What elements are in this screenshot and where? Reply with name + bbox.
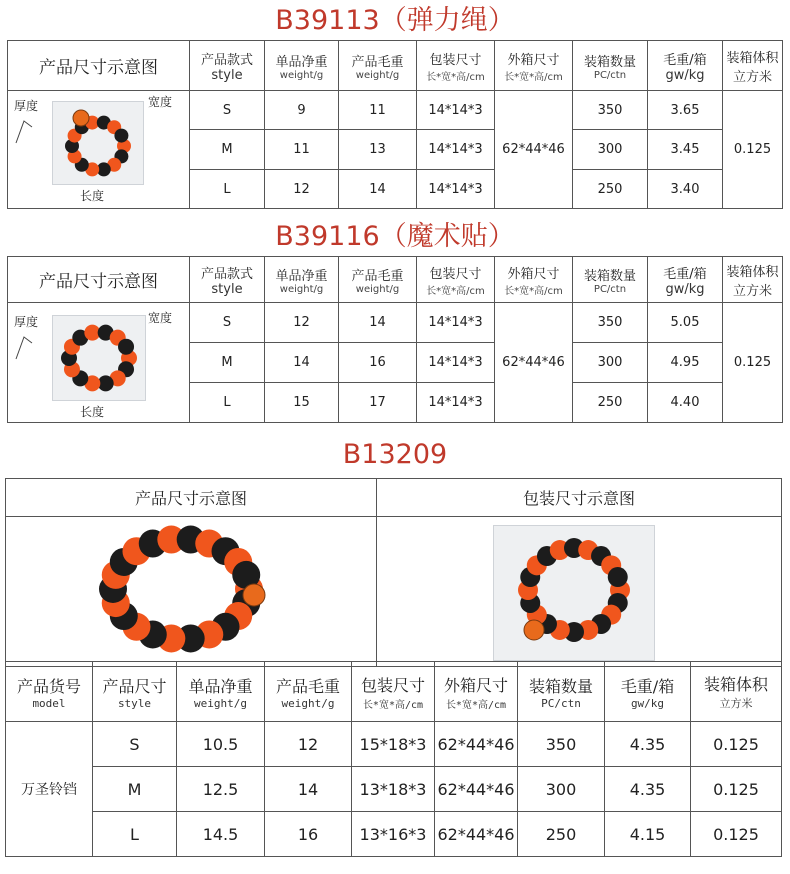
cell-style: S — [93, 722, 177, 767]
header-diagram: 产品尺寸示意图 — [8, 41, 190, 91]
spec-table-b39113 — [7, 40, 783, 209]
cell-pack: 13*18*3 — [352, 767, 435, 812]
cell-style: L — [190, 382, 265, 422]
header-carton-qty: 装箱数量 PC/ctn — [573, 41, 648, 91]
cell-volume: 0.125 — [691, 767, 782, 812]
cell-net: 10.5 — [177, 722, 265, 767]
header-carton-volume: 装箱体积 立方米 — [723, 41, 783, 91]
cell-gross: 14 — [339, 170, 417, 209]
product-photo-cell — [6, 517, 377, 667]
cell-net: 12 — [265, 303, 339, 343]
product-diagram — [8, 303, 190, 423]
cell-style: S — [190, 303, 265, 343]
width-label: 宽度 — [148, 95, 173, 109]
cell-volume: 0.125 — [691, 722, 782, 767]
header-gross-per-carton: 毛重/箱 gw/kg — [648, 41, 723, 91]
header-carton-size: 外箱尺寸 长*宽*高/cm — [435, 662, 518, 722]
cell-gw: 4.95 — [648, 343, 723, 382]
cell-net: 12 — [265, 170, 339, 209]
pumpkin-bell-icon — [524, 620, 544, 640]
cell-carton: 62*44*46 — [435, 722, 518, 767]
section-1-title: B39113（弹力绳） — [275, 5, 515, 36]
cell-carton: 62*44*46 — [495, 91, 573, 209]
header-gross-weight: 产品毛重 weight/g — [339, 41, 417, 91]
table-row — [8, 303, 783, 343]
cell-ctn-qty: 250 — [573, 170, 648, 209]
cell-gw: 3.65 — [648, 91, 723, 130]
cell-net: 9 — [265, 91, 339, 130]
cell-volume: 0.125 — [723, 91, 783, 209]
cell-carton: 62*44*46 — [435, 767, 518, 812]
cell-gw: 4.35 — [605, 722, 691, 767]
table-row — [6, 722, 782, 767]
cell-gross: 14 — [265, 767, 352, 812]
product-diagram — [8, 91, 190, 209]
cell-gw: 4.35 — [605, 767, 691, 812]
cell-pack: 13*16*3 — [352, 812, 435, 857]
header-package-size: 包装尺寸 长*宽*高/cm — [352, 662, 435, 722]
thickness-label: 厚度 — [14, 99, 39, 113]
table-header-row — [6, 662, 782, 722]
halloween-collar-icon — [6, 517, 377, 662]
table-row — [6, 767, 782, 812]
header-net-weight: 单品净重 weight/g — [265, 41, 339, 91]
header-carton-volume: 装箱体积 立方米 — [691, 662, 782, 722]
header-carton-size: 外箱尺寸 长*宽*高/cm — [495, 41, 573, 91]
pumpkin-bell-icon — [243, 584, 265, 606]
header-package-size: 包装尺寸 长*宽*高/cm — [417, 41, 495, 91]
pompom-bead — [114, 129, 128, 143]
cell-volume: 0.125 — [723, 303, 783, 423]
cell-ctn-qty: 300 — [573, 343, 648, 382]
header-diagram: 产品尺寸示意图 — [8, 257, 190, 303]
thickness-label: 厚度 — [14, 315, 39, 329]
cell-style: M — [93, 767, 177, 812]
header-gross-per-carton: 毛重/箱 gw/kg — [605, 662, 691, 722]
cell-ctn-qty: 250 — [518, 812, 605, 857]
header-model: 产品货号 model — [6, 662, 93, 722]
cell-net: 14.5 — [177, 812, 265, 857]
pompom-collar-icon — [53, 102, 143, 184]
cell-volume: 0.125 — [691, 812, 782, 857]
cell-net: 15 — [265, 382, 339, 422]
cell-gross: 14 — [339, 303, 417, 343]
cell-gross: 12 — [265, 722, 352, 767]
cell-ctn-qty: 250 — [573, 382, 648, 422]
header-carton-qty: 装箱数量 PC/ctn — [518, 662, 605, 722]
header-carton-size: 外箱尺寸 长*宽*高/cm — [495, 257, 573, 303]
section-3-title: B13209 — [342, 439, 448, 470]
pompom-collar-icon — [53, 316, 145, 400]
cell-ctn-qty: 300 — [518, 767, 605, 812]
pompom-bead — [608, 567, 628, 587]
bagged-collar-image — [52, 315, 146, 401]
cell-style: M — [190, 130, 265, 170]
pompom-bead — [118, 339, 134, 355]
cell-ctn-qty: 300 — [573, 130, 648, 170]
cell-carton: 62*44*46 — [495, 303, 573, 423]
thickness-indicator-icon — [14, 333, 34, 363]
cell-ctn-qty: 350 — [573, 91, 648, 130]
cell-gross: 13 — [339, 130, 417, 170]
package-bag-image — [493, 525, 655, 661]
cell-pack: 14*14*3 — [417, 130, 495, 170]
cell-gross: 16 — [339, 343, 417, 382]
header-carton-volume: 装箱体积 立方米 — [723, 257, 783, 303]
cell-net: 11 — [265, 130, 339, 170]
header-gross-weight: 产品毛重 weight/g — [265, 662, 352, 722]
header-style: 产品款式 style — [190, 41, 265, 91]
cell-gross: 16 — [265, 812, 352, 857]
cell-style: L — [190, 170, 265, 209]
length-label: 长度 — [80, 189, 105, 203]
cell-pack: 15*18*3 — [352, 722, 435, 767]
header-package-size: 包装尺寸 长*宽*高/cm — [417, 257, 495, 303]
cell-gw: 3.40 — [648, 170, 723, 209]
cell-net: 12.5 — [177, 767, 265, 812]
cell-gross: 17 — [339, 382, 417, 422]
header-carton-qty: 装箱数量 PC/ctn — [573, 257, 648, 303]
cell-ctn-qty: 350 — [518, 722, 605, 767]
table-row — [8, 91, 783, 130]
header-style: 产品款式 style — [190, 257, 265, 303]
cell-gw: 4.40 — [648, 382, 723, 422]
cell-gw: 5.05 — [648, 303, 723, 343]
cell-pack: 14*14*3 — [417, 343, 495, 382]
cell-gw: 4.15 — [605, 812, 691, 857]
cell-gw: 3.45 — [648, 130, 723, 170]
header-gross-per-carton: 毛重/箱 gw/kg — [648, 257, 723, 303]
spec-table-b13209 — [5, 661, 782, 857]
cell-style: S — [190, 91, 265, 130]
pumpkin-bell-icon — [73, 110, 89, 126]
cell-carton: 62*44*46 — [435, 812, 518, 857]
thickness-indicator-icon — [14, 117, 34, 147]
section-2-title: B39116（魔术贴） — [275, 221, 515, 252]
table-header-row — [8, 41, 783, 91]
cell-style: M — [190, 343, 265, 382]
cell-pack: 14*14*3 — [417, 303, 495, 343]
cell-pack: 14*14*3 — [417, 170, 495, 209]
cell-net: 14 — [265, 343, 339, 382]
table-header-row — [8, 257, 783, 303]
header-net-weight: 单品净重 weight/g — [177, 662, 265, 722]
header-gross-weight: 产品毛重 weight/g — [339, 257, 417, 303]
width-label: 宽度 — [148, 311, 173, 325]
header-size: 产品尺寸 style — [93, 662, 177, 722]
length-label: 长度 — [80, 405, 105, 419]
cell-style: L — [93, 812, 177, 857]
cell-pack: 14*14*3 — [417, 91, 495, 130]
cell-ctn-qty: 350 — [573, 303, 648, 343]
cell-model: 万圣铃铛 — [6, 722, 93, 857]
spec-table-b39116 — [7, 256, 783, 423]
table-row — [6, 812, 782, 857]
bagged-halloween-collar-icon — [494, 526, 654, 660]
cell-gross: 11 — [339, 91, 417, 130]
header-product-image: 产品尺寸示意图 — [6, 479, 377, 517]
header-net-weight: 单品净重 weight/g — [265, 257, 339, 303]
header-package-image: 包装尺寸示意图 — [377, 479, 782, 517]
bagged-collar-image — [52, 101, 144, 185]
image-table-b13209 — [5, 478, 782, 667]
cell-pack: 14*14*3 — [417, 382, 495, 422]
package-photo-cell — [377, 517, 782, 667]
